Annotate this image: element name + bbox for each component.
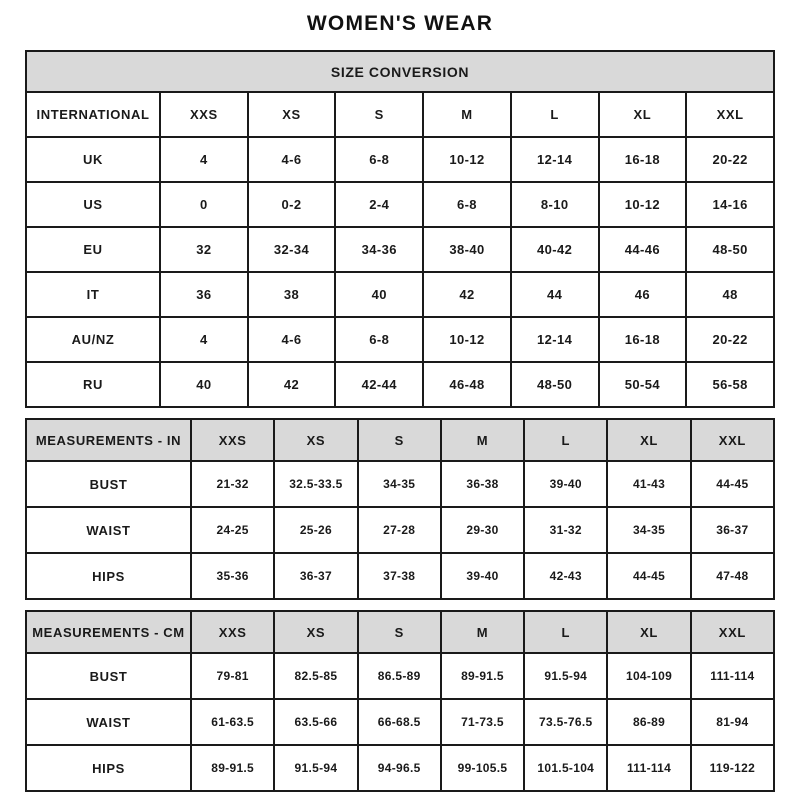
- column-header-l: L: [524, 611, 607, 653]
- measurements-in-table: [25, 418, 775, 600]
- column-header-m: M: [423, 92, 511, 137]
- table-cell: 44-45: [607, 553, 690, 599]
- table-cell: 79-81: [191, 653, 274, 699]
- column-header-xxs: XXS: [160, 92, 248, 137]
- table-row-waist-in: [26, 507, 774, 553]
- table-cell: 91.5-94: [524, 653, 607, 699]
- table-cell: 0-2: [248, 182, 336, 227]
- table-cell: 44-45: [691, 461, 774, 507]
- table-row-waist-cm: [26, 699, 774, 745]
- table-cell: 63.5-66: [274, 699, 357, 745]
- column-header-xl: XL: [607, 611, 690, 653]
- measurements-cm-header-row: [26, 611, 774, 653]
- row-label: IT: [26, 272, 160, 317]
- table-cell: 48-50: [511, 362, 599, 407]
- table-cell: 21-32: [191, 461, 274, 507]
- column-header-l: L: [511, 92, 599, 137]
- table-cell: 37-38: [358, 553, 441, 599]
- table-cell: 50-54: [599, 362, 687, 407]
- table-cell: 101.5-104: [524, 745, 607, 791]
- row-label: AU/NZ: [26, 317, 160, 362]
- table-cell: 89-91.5: [191, 745, 274, 791]
- table-cell: 86-89: [607, 699, 690, 745]
- table-cell: 6-8: [335, 317, 423, 362]
- row-label: BUST: [26, 653, 191, 699]
- column-header-s: S: [358, 611, 441, 653]
- table-cell: 66-68.5: [358, 699, 441, 745]
- table-cell: 36-37: [274, 553, 357, 599]
- size-chart-page: [25, 0, 775, 792]
- column-header-xl: XL: [607, 419, 690, 461]
- size-conversion-title: SIZE CONVERSION: [26, 51, 774, 92]
- table-cell: 8-10: [511, 182, 599, 227]
- column-header-xs: XS: [248, 92, 336, 137]
- table-cell: 91.5-94: [274, 745, 357, 791]
- table-cell: 12-14: [511, 317, 599, 362]
- column-header-international: INTERNATIONAL: [26, 92, 160, 137]
- table-row-uk: [26, 137, 774, 182]
- table-cell: 25-26: [274, 507, 357, 553]
- table-row-aunz: [26, 317, 774, 362]
- measurements-in-header-row: [26, 419, 774, 461]
- table-cell: 36: [160, 272, 248, 317]
- column-header-l: L: [524, 419, 607, 461]
- column-header-xl: XL: [599, 92, 687, 137]
- table-cell: 38: [248, 272, 336, 317]
- table-cell: 35-36: [191, 553, 274, 599]
- table-cell: 42-43: [524, 553, 607, 599]
- measurements-in-title: MEASUREMENTS - IN: [26, 419, 191, 461]
- table-cell: 41-43: [607, 461, 690, 507]
- table-cell: 34-35: [607, 507, 690, 553]
- column-header-m: M: [441, 611, 524, 653]
- table-cell: 119-122: [691, 745, 774, 791]
- table-cell: 16-18: [599, 137, 687, 182]
- table-cell: 36-38: [441, 461, 524, 507]
- table-cell: 42-44: [335, 362, 423, 407]
- table-cell: 111-114: [691, 653, 774, 699]
- table-row-us: [26, 182, 774, 227]
- table-cell: 104-109: [607, 653, 690, 699]
- table-cell: 48-50: [686, 227, 774, 272]
- page-title: WOMEN'S WEAR: [306, 12, 494, 35]
- table-cell: 32.5-33.5: [274, 461, 357, 507]
- table-cell: 32: [160, 227, 248, 272]
- row-label: HIPS: [26, 745, 191, 791]
- column-header-s: S: [358, 419, 441, 461]
- size-conversion-header-row: [26, 92, 774, 137]
- table-cell: 32-34: [248, 227, 336, 272]
- column-header-xxl: XXL: [686, 92, 774, 137]
- column-header-xxl: XXL: [691, 611, 774, 653]
- table-row-ru: [26, 362, 774, 407]
- table-cell: 86.5-89: [358, 653, 441, 699]
- table-cell: 36-37: [691, 507, 774, 553]
- column-header-s: S: [335, 92, 423, 137]
- table-cell: 27-28: [358, 507, 441, 553]
- table-cell: 2-4: [335, 182, 423, 227]
- table-cell: 94-96.5: [358, 745, 441, 791]
- table-cell: 0: [160, 182, 248, 227]
- table-cell: 47-48: [691, 553, 774, 599]
- table-cell: 14-16: [686, 182, 774, 227]
- table-cell: 20-22: [686, 317, 774, 362]
- table-cell: 71-73.5: [441, 699, 524, 745]
- table-cell: 46: [599, 272, 687, 317]
- table-cell: 29-30: [441, 507, 524, 553]
- table-cell: 34-35: [358, 461, 441, 507]
- table-cell: 34-36: [335, 227, 423, 272]
- measurements-cm-table: [25, 610, 775, 792]
- table-cell: 10-12: [599, 182, 687, 227]
- row-label: RU: [26, 362, 160, 407]
- table-row-hips-in: [26, 553, 774, 599]
- table-cell: 4: [160, 317, 248, 362]
- table-cell: 6-8: [423, 182, 511, 227]
- table-cell: 44-46: [599, 227, 687, 272]
- table-row-it: [26, 272, 774, 317]
- row-label: WAIST: [26, 507, 191, 553]
- table-cell: 56-58: [686, 362, 774, 407]
- table-cell: 10-12: [423, 137, 511, 182]
- row-label: BUST: [26, 461, 191, 507]
- table-cell: 46-48: [423, 362, 511, 407]
- table-cell: 42: [423, 272, 511, 317]
- table-row-eu: [26, 227, 774, 272]
- table-cell: 73.5-76.5: [524, 699, 607, 745]
- table-cell: 40: [335, 272, 423, 317]
- table-cell: 61-63.5: [191, 699, 274, 745]
- size-conversion-table: [25, 50, 775, 408]
- table-cell: 39-40: [524, 461, 607, 507]
- table-cell: 99-105.5: [441, 745, 524, 791]
- column-header-xxs: XXS: [191, 611, 274, 653]
- row-label: WAIST: [26, 699, 191, 745]
- column-header-xxs: XXS: [191, 419, 274, 461]
- table-row-bust-in: [26, 461, 774, 507]
- table-row-hips-cm: [26, 745, 774, 791]
- table-cell: 31-32: [524, 507, 607, 553]
- column-header-m: M: [441, 419, 524, 461]
- row-label: US: [26, 182, 160, 227]
- column-header-xxl: XXL: [691, 419, 774, 461]
- table-cell: 40-42: [511, 227, 599, 272]
- table-cell: 4-6: [248, 317, 336, 362]
- table-cell: 39-40: [441, 553, 524, 599]
- table-cell: 44: [511, 272, 599, 317]
- table-cell: 20-22: [686, 137, 774, 182]
- table-cell: 16-18: [599, 317, 687, 362]
- row-label: UK: [26, 137, 160, 182]
- table-cell: 10-12: [423, 317, 511, 362]
- table-cell: 82.5-85: [274, 653, 357, 699]
- table-cell: 4-6: [248, 137, 336, 182]
- table-cell: 4: [160, 137, 248, 182]
- measurements-cm-title: MEASUREMENTS - CM: [26, 611, 191, 653]
- table-row-bust-cm: [26, 653, 774, 699]
- table-cell: 38-40: [423, 227, 511, 272]
- table-cell: 6-8: [335, 137, 423, 182]
- column-header-xs: XS: [274, 611, 357, 653]
- table-cell: 24-25: [191, 507, 274, 553]
- column-header-xs: XS: [274, 419, 357, 461]
- table-cell: 89-91.5: [441, 653, 524, 699]
- table-cell: 48: [686, 272, 774, 317]
- table-cell: 42: [248, 362, 336, 407]
- row-label: HIPS: [26, 553, 191, 599]
- table-cell: 111-114: [607, 745, 690, 791]
- row-label: EU: [26, 227, 160, 272]
- size-conversion-title-row: [26, 51, 774, 92]
- table-cell: 81-94: [691, 699, 774, 745]
- table-cell: 12-14: [511, 137, 599, 182]
- table-cell: 40: [160, 362, 248, 407]
